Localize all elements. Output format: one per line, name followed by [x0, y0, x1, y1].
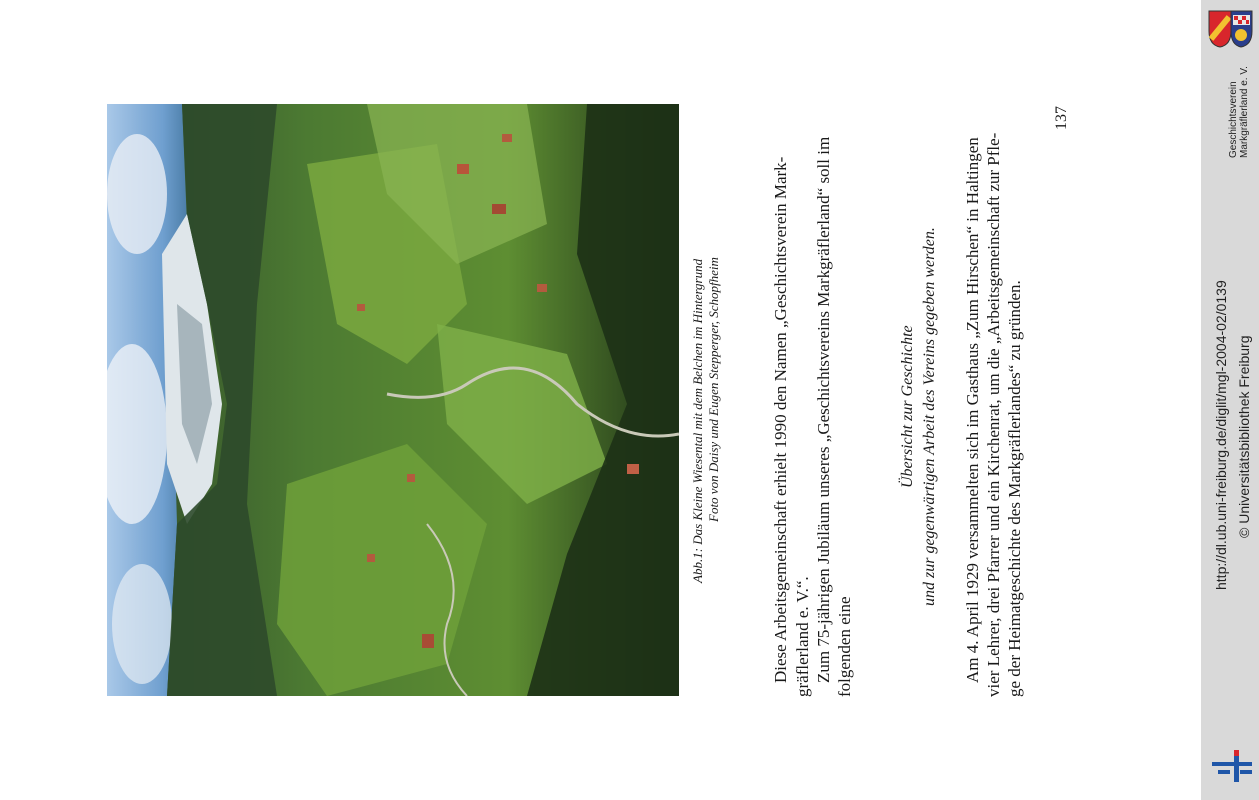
- source-url[interactable]: http://dl.ub.uni-freiburg.de/diglit/mgl-2004-02/0139: [1213, 280, 1229, 590]
- ub-freiburg-logo-icon: [1210, 748, 1254, 784]
- society-name-line-1: Geschichtsverein: [1228, 81, 1239, 158]
- section-heading-line-2: und zur gegenwärtigen Arbeit des Vereins gegeben werden.: [921, 227, 938, 606]
- paragraph-1-line-2: gräflerland e. V.“.: [793, 576, 812, 697]
- landscape-photo: [107, 104, 679, 696]
- paragraph-2-line-3: ge der Heimatgeschichte des Markgräflerlandes“ zu gründen.: [1005, 280, 1024, 697]
- paragraph-1-line-4: folgenden eine: [835, 596, 854, 697]
- paragraph-2-line-1: Am 4. April 1929 versammelten sich im Gasthaus „Zum Hirschen“ in Haltingen: [963, 137, 982, 683]
- paragraph-1-line-3: Zum 75-jährigen Jubiläum unseres „Geschichtsvereins Markgräflerland“ soll im: [814, 136, 833, 683]
- copyright-notice: © Universitätsbibliothek Freiburg: [1236, 335, 1252, 538]
- society-name-line-2: Markgräflerland e. V.: [1239, 66, 1250, 158]
- society-name: [1228, 66, 1250, 158]
- paragraph-2-line-2: vier Lehrer, drei Pfarrer und ein Kirchenrat, um die „Arbeitsgemeinschaft zur Pfle-: [984, 132, 1003, 697]
- photo-caption-line-2: Foto von Daisy und Eugen Stepperger, Schopfheim: [706, 257, 721, 522]
- landscape-photo-image: [107, 104, 679, 696]
- paragraph-1-line-1: Diese Arbeitsgemeinschaft erhielt 1990 den Namen „Geschichtsverein Mark-: [771, 156, 790, 683]
- section-heading-line-1: Übersicht zur Geschichte: [899, 325, 916, 488]
- photo-caption-line-1: Abb.1: Das Kleine Wiesental mit dem Belchen im Hintergrund: [690, 258, 705, 583]
- coat-of-arms-icon: [1207, 9, 1254, 49]
- page-number: 137: [1053, 106, 1070, 130]
